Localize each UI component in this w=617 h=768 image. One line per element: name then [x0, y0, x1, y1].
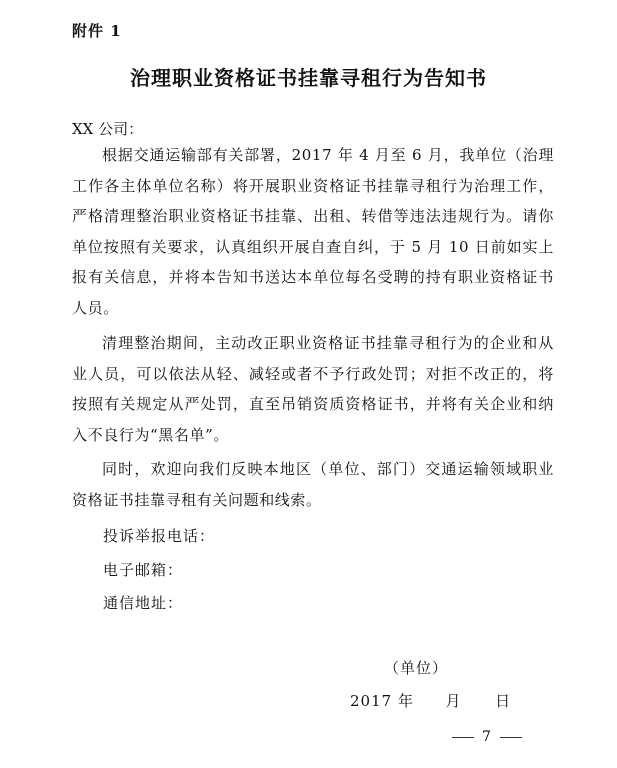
signature-date: [350, 690, 511, 711]
page-number-dash-left: [452, 737, 474, 738]
phone-field-label: 投诉举报电话：: [103, 527, 216, 545]
attachment-label: 附件 1: [72, 22, 122, 40]
body-paragraph-2: 清理整治期间，主动改正职业资格证书挂靠寻租行为的企业和从业人员，可以依法从轻、减轻或者不予行政处罚；对拒不改正的，将按照有关规定从严处罚，直至吊销资质资格证书，并将有关企业和纳入不良行为“黑名单”。: [72, 334, 554, 444]
page-number-dash-right: [500, 737, 522, 738]
body-paragraph-3: 同时，欢迎向我们反映本地区（单位、部门）交通运输领域职业资格证书挂靠寻租有关问题和线索。: [72, 460, 554, 509]
document-title: 治理职业资格证书挂靠寻租行为告知书: [130, 66, 487, 90]
signature-unit: （单位）: [384, 659, 449, 677]
signature-day: 日: [495, 692, 512, 710]
signature-month: 月: [445, 692, 462, 710]
body-paragraph-1: 根据交通运输部有关部署，2017 年 4 月至 6 月，我单位（治理工作各主体单位名称）将开展职业资格证书挂靠寻租行为治理工作，严格清理整治职业资格证书挂靠、出租、转借等违法违规行为。请你单位按照有关要求，认真组织开展自查自纠，于 5 月 10 日前如实上报有关信息，并将本告知书送达本单位每名受聘的持有职业资格证书人员。: [72, 146, 554, 317]
email-field-label: 电子邮箱：: [103, 561, 184, 579]
signature-year: 2017 年: [350, 692, 414, 710]
page-number: [452, 729, 522, 745]
salutation: XX 公司：: [72, 120, 144, 138]
page-number-value: 7: [482, 729, 492, 745]
address-field-label: 通信地址：: [103, 594, 184, 612]
